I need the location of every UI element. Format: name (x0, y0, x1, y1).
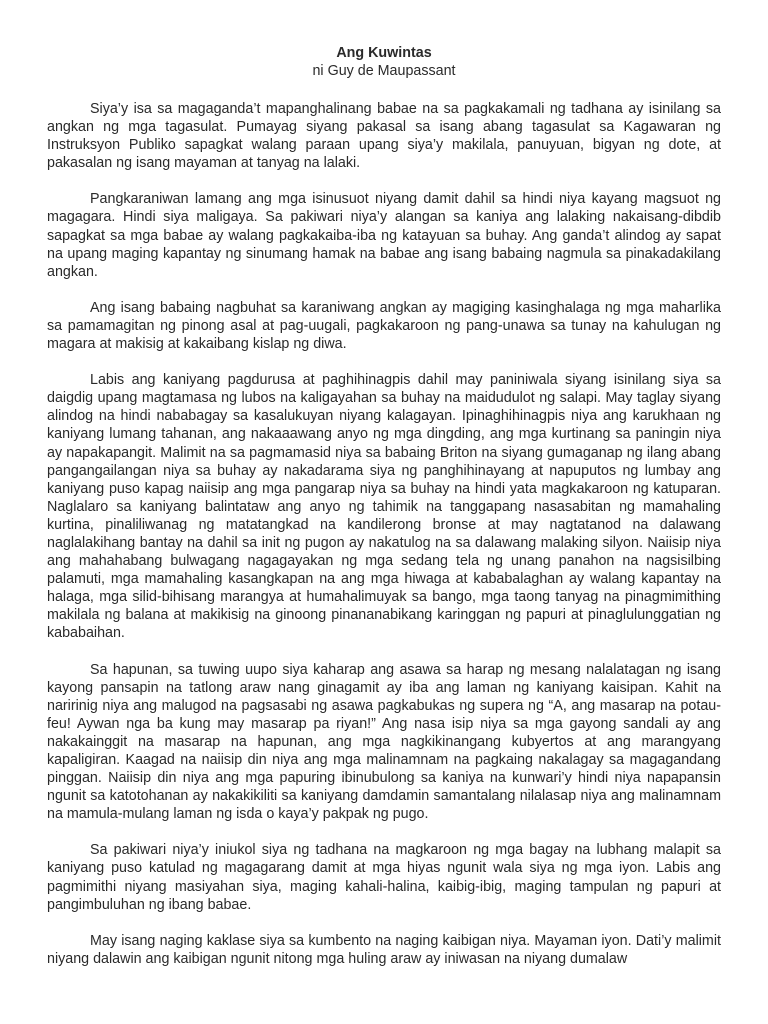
paragraph-6: Sa pakiwari niya’y iniukol siya ng tadhana na magkaroon ng mga bagay na lubhang malapit sa kaniyang puso katulad ng magagarang damit at mga hiyas ngunit wala siya ng mga iyon. Labis ang pagmimithi niyang masiyahan siya, maging kahali-halina, kaibig-ibig, maging tampulan ng papuri at pangimbuluhan ng ibang babae. (47, 842, 721, 913)
paragraph-4: Labis ang kaniyang pagdurusa at paghihinagpis dahil may paniniwala siyang isinilang siya sa daigdig upang magtamasa ng lubos na kaligayahan sa buhay na maidudulot ng salapi. May taglay siyang alindog na hindi nababagay sa kasalukuyan niyang kalagayan. Ipinaghihinagpis niya ang karukhaan ng kaniyang lumang tahanan, ang nakaaawang anyo ng mga dingding, ang mga kurtinang sa paningin niya ay napakapangit. Malimit na sa pagmamasid niya sa babaing Briton na siyang gumaganap ng ilang abang pangangailangan niya sa buhay ay nakadarama siya ng panghihinayang at napuputos ng lumbay ang kaniyang puso kapag naiisip ang mga pangarap niya sa buhay na hindi yata magkakaroon ng katuparan. Naglalaro sa kaniyang balintataw ang anyo ng tahimik na tanggapang nasasabitan ng mamahaling kurtina, pinaliliwanag ng matatangkad na kandilerong bronse at may nagtatanod na dalawang naglalakihang bantay na dahil sa init ng pugon ay nakatulog na sa dalawang malaking silyon. Naiisip niya ang mahahabang bulwagang nagagayakan ng mga sedang tela ng unang panahon na nagsisilbing palamuti, mga mamahaling kasangkapan na ang mga hiwaga at kababalaghan ay walang kapantay na halaga, mga silid-bihisang marangya at humahalimuyak sa bango, mga taong tanyag na pinagmimithing makilala ng balana at makikisig na ginoong pinananabikang karinggan ng papuri at pinaglulunggatian ng kababaihan. (47, 372, 721, 642)
paragraph-7: May isang naging kaklase siya sa kumbento na naging kaibigan niya. Mayaman iyon. Dati’y malimit niyang dalawin ang kaibigan ngunit nitong mga huling araw ay iniwasan na niyang dumalaw (47, 932, 721, 967)
paragraph-2: Pangkaraniwan lamang ang mga isinusuot niyang damit dahil sa hindi niya kayang magsuot ng magagara. Hindi siya maligaya. Sa pakiwari niya’y alangan sa kaniya ang lalaking nakaisang-dibdib sapagkat sa mga babae ay walang pagkakaiba-iba ng katayuan sa buhay. Ang ganda’t alindog ay sapat na upang maging kapantay ng sinumang hamak na babae ang isang babaing nagmula sa pinakadakilang angkan. (47, 191, 721, 280)
story-author: ni Guy de Maupassant (312, 63, 456, 79)
paragraph-5: Sa hapunan, sa tuwing uupo siya kaharap ang asawa sa harap ng mesang nalalatagan ng isang kayong pansapin na tatlong araw nang ginagamit ay iba ang laman ng kaniyang kaisipan. Kahit na naririnig niya ang malugod na pagsasabi ng asawa pagkabukas ng supera ng “A, ang masarap na potau-feu! Aywan nga ba kung may masarap pa riyan!” Ang nasa isip niya sa mga gayong sandali ay ang nakakainggit na masarap na hapunan, ang mga nagkikinangang kubyertos at ang marangyang kapaligiran. Kaagad na naiisip din niya ang mga malinamnam na pagkaing nakalagay sa magagandang pinggan. Naiisip din niya ang mga papuring ibinubulong sa kaniya na kunwari’y hindi niya napapansin ngunit sa katotohanan ay nakakikiliti sa kaniyang damdamin samantalang nilalasap niya ang malinamnam na mamula-mulang laman ng isda o kaya’y pakpak ng pugo. (47, 661, 721, 823)
story-title: Ang Kuwintas (336, 45, 432, 61)
paragraph-1: Siya’y isa sa magaganda’t mapanghalinang babae na sa pagkakamali ng tadhana ay isinilang sa angkan ng mga tagasulat. Pumayag siyang pakasal sa isang abang tagasulat sa Kagawaran ng Instruksyon Publiko sapagkat walang paraan upang siya’y makilala, panuyuan, bigyan ng dote, at pakasalan ng isang mayaman at tanyag na lalaki. (47, 101, 721, 172)
paragraph-3: Ang isang babaing nagbuhat sa karaniwang angkan ay magiging kasinghalaga ng mga maharlika sa pamamagitan ng pinong asal at pag-uugali, pagkakaroon ng pang-unawa sa tunay na kahulugan ng magara at makisig at kakaibang kislap ng diwa. (47, 299, 721, 353)
